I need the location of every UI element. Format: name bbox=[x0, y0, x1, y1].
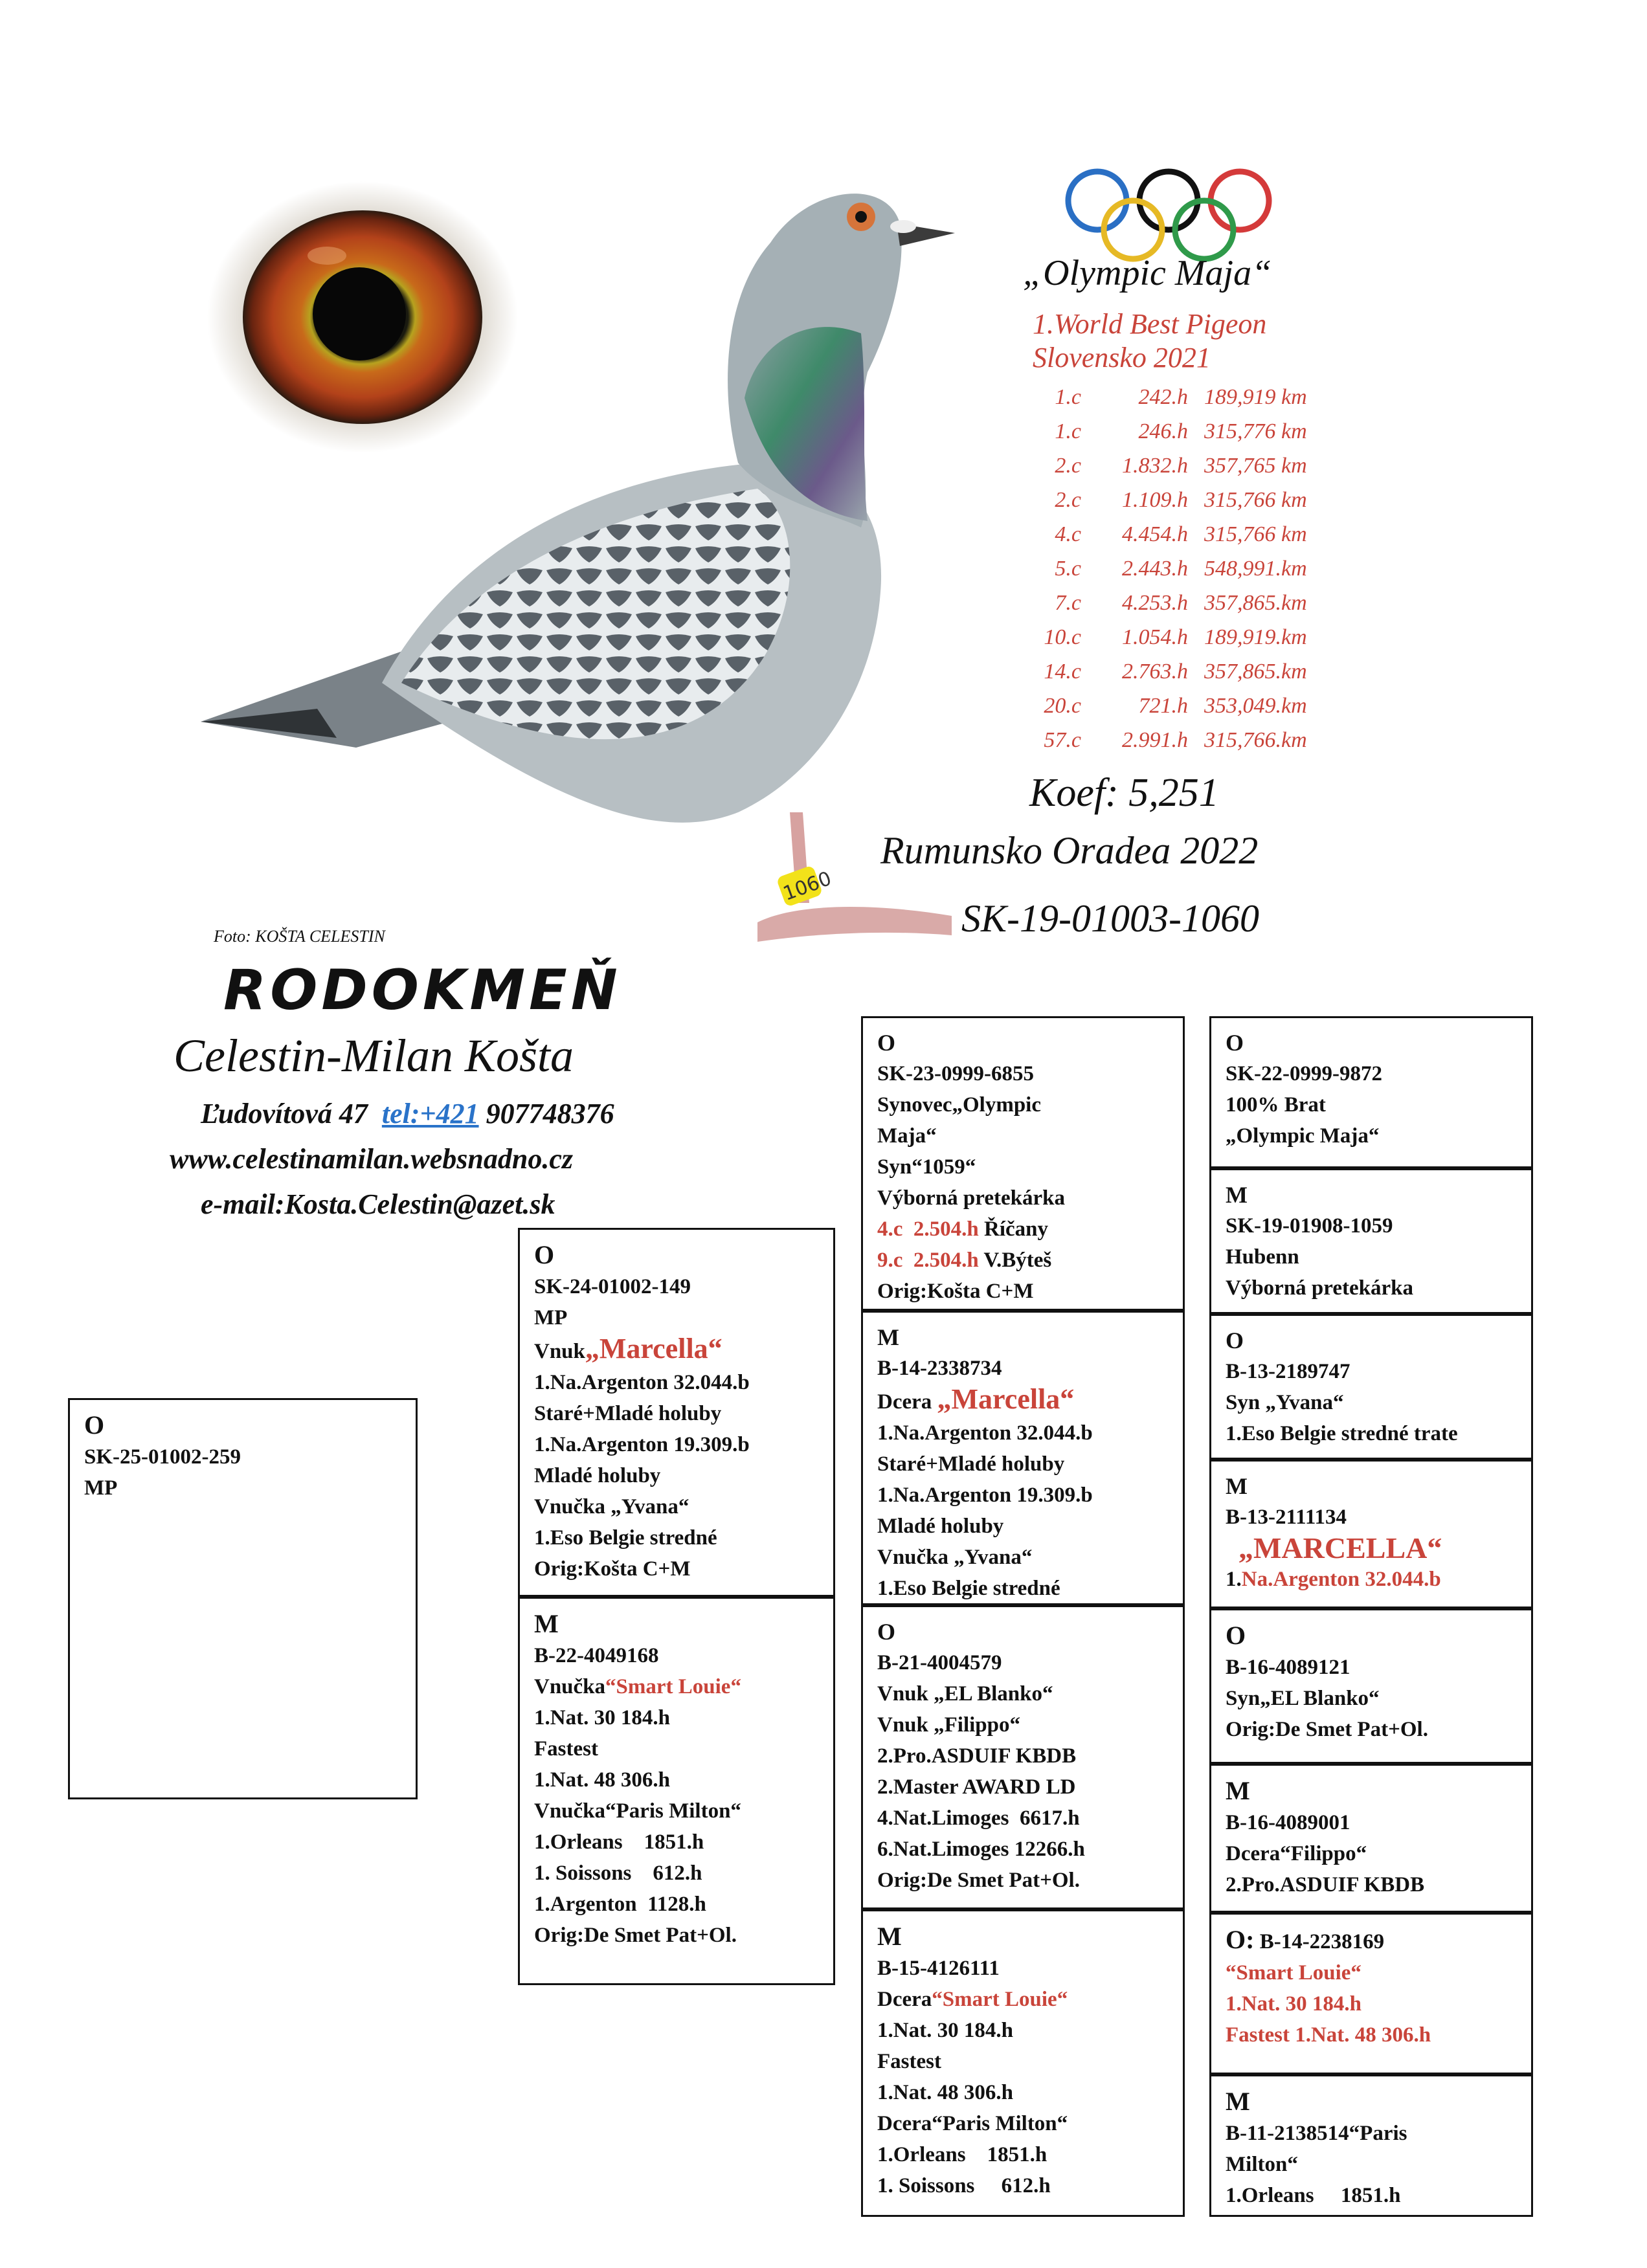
olympic-rings-logo bbox=[1062, 165, 1275, 262]
ring-number: SK-22-0999-9872 bbox=[1226, 1062, 1382, 1085]
note-line: 1.Orleans 1851.h bbox=[534, 1830, 704, 1854]
pigeon-ring-number: SK-19-01003-1060 bbox=[961, 897, 1259, 940]
sex-label: O: bbox=[1226, 1925, 1255, 1954]
owner-email[interactable]: e-mail:Kosta.Celestin@azet.sk bbox=[201, 1188, 555, 1220]
ring-number: SK-24-01002-149 bbox=[534, 1275, 691, 1298]
race-name: Rumunsko Oradea 2022 bbox=[880, 829, 1259, 872]
note-line: 1.Argenton 1128.h bbox=[534, 1893, 706, 1916]
pedigree-box-mother bbox=[518, 1597, 835, 1985]
note-line: 1.Eso Belgie stredné bbox=[877, 1577, 1060, 1600]
note-line: Milton“ bbox=[1226, 2153, 1298, 2176]
note-line: Mladé holuby bbox=[534, 1464, 661, 1487]
note-line: Vnučka „Yvana“ bbox=[534, 1495, 689, 1518]
owner-website[interactable]: www.celestinamilan.websnadno.cz bbox=[170, 1143, 574, 1175]
ring-number: B-16-4089121 bbox=[1226, 1656, 1350, 1679]
note-line: Vnuk „EL Blanko“ bbox=[877, 1682, 1053, 1706]
note-line: Fastest bbox=[534, 1737, 598, 1761]
pedigree-title: RODOKMEŇ bbox=[223, 958, 622, 1023]
pedigree-box-mm bbox=[861, 1909, 1185, 2217]
sex-label: M bbox=[1226, 1776, 1250, 1805]
note-line: 1.Nat. 48 306.h bbox=[877, 2081, 1013, 2104]
note-line: 1.Nat. 30 184.h bbox=[534, 1706, 670, 1729]
note-line: Vnučka „Yvana“ bbox=[877, 1546, 1033, 1569]
sex-label: O bbox=[1226, 1328, 1244, 1353]
note-line: Dcera“Paris Milton“ bbox=[877, 2112, 1068, 2135]
ring-number: SK-25-01002-259 bbox=[84, 1445, 241, 1469]
note-line: Dcera“Filippo“ bbox=[1226, 1842, 1367, 1865]
note-line: Orig:De Smet Pat+Ol. bbox=[877, 1869, 1080, 1892]
note-line: 1.Orleans 1851.h bbox=[877, 2143, 1048, 2166]
sex-label: M bbox=[1226, 1473, 1248, 1499]
note-line: Vnuk „Filippo“ bbox=[877, 1713, 1021, 1737]
pigeon-name: „Olympic Maja“ bbox=[1023, 253, 1272, 293]
note-line: Staré+Mladé holuby bbox=[534, 1402, 722, 1425]
note-line: Syn „Yvana“ bbox=[1226, 1391, 1344, 1414]
ring-number: SK-23-0999-6855 bbox=[877, 1062, 1034, 1085]
note-line: 6.Nat.Limoges 12266.h bbox=[877, 1838, 1085, 1861]
ring-number: B-13-2189747 bbox=[1226, 1360, 1350, 1383]
note-line: Hubenn bbox=[1226, 1245, 1299, 1269]
sex-label: M bbox=[534, 1609, 559, 1638]
pedigree-box-fff bbox=[1209, 1016, 1533, 1168]
sex-label: O bbox=[84, 1410, 105, 1440]
note-line: 1.Na.Argenton 19.309.b bbox=[877, 1484, 1093, 1507]
pedigree-box-mf bbox=[861, 1605, 1185, 1909]
note-line: 2.Pro.ASDUIF KBDB bbox=[877, 1744, 1077, 1768]
pedigree-box-fmf bbox=[1209, 1314, 1533, 1460]
note-line: 1.Nat. 30 184.h bbox=[1226, 1992, 1361, 2016]
sex-label: O bbox=[1226, 1621, 1246, 1650]
note-line: Fastest bbox=[877, 2050, 941, 2073]
note-line: 1.Nat. 30 184.h bbox=[877, 2019, 1013, 2042]
note-line: 4.c 2.504.h Říčany bbox=[877, 1217, 1048, 1241]
award-text bbox=[1033, 307, 1266, 375]
note-line: Dcera „Marcella“ bbox=[877, 1383, 1075, 1415]
sex-label: M bbox=[877, 1324, 899, 1350]
ring-number: B-15-4126111 bbox=[877, 1957, 1000, 1980]
pedigree-box-mmf bbox=[1209, 1913, 1533, 2074]
sex-ring-line bbox=[1226, 1924, 1519, 1957]
note-line: 2.Master AWARD LD bbox=[877, 1775, 1076, 1799]
note-line: Vnuk„Marcella“ bbox=[534, 1333, 723, 1364]
note-line: 1.Na.Argenton 32.044.b bbox=[1226, 1568, 1441, 1591]
note-line: Synovec„Olympic bbox=[877, 1093, 1041, 1117]
note-line: 100% Brat bbox=[1226, 1093, 1326, 1117]
sex-label: O bbox=[877, 1619, 896, 1645]
note-line: 1.Na.Argenton 32.044.b bbox=[877, 1421, 1093, 1445]
note-line: Mladé holuby bbox=[877, 1515, 1004, 1538]
pedigree-box-mff bbox=[1209, 1608, 1533, 1764]
note-line: „Olympic Maja“ bbox=[1226, 1124, 1380, 1148]
note-line: 1.Eso Belgie stredné bbox=[534, 1526, 717, 1550]
ring-number: B-14-2238169 bbox=[1259, 1930, 1385, 1953]
note-line: 1.Na.Argenton 19.309.b bbox=[534, 1433, 750, 1456]
ring-number: B-14-2338734 bbox=[877, 1357, 1002, 1380]
note-line: Staré+Mladé holuby bbox=[877, 1452, 1065, 1476]
pedigree-box-father bbox=[518, 1228, 835, 1597]
pedigree-box-mmm bbox=[1209, 2074, 1533, 2217]
note-line: 1. Soissons 612.h bbox=[877, 2174, 1051, 2197]
note-line: Fastest 1.Nat. 48 306.h bbox=[1226, 2023, 1431, 2047]
sex-label: M bbox=[877, 1922, 902, 1951]
sex-label: M bbox=[1226, 2087, 1250, 2116]
note-line: Orig:Košta C+M bbox=[877, 1280, 1034, 1303]
note-line: Dcera“Smart Louie“ bbox=[877, 1988, 1068, 2011]
note-line: Výborná pretekárka bbox=[877, 1186, 1065, 1210]
note-line: 1.Nat. 48 306.h bbox=[534, 1768, 670, 1792]
note-line: Syn“1059“ bbox=[877, 1155, 976, 1179]
phone-link[interactable]: tel:+421 bbox=[381, 1098, 479, 1129]
ring-number: B-13-2111134 bbox=[1226, 1506, 1347, 1529]
ring-number: SK-19-01908-1059 bbox=[1226, 1214, 1393, 1238]
note-line: Maja“ bbox=[877, 1124, 937, 1148]
note-line: Orig:De Smet Pat+Ol. bbox=[534, 1924, 737, 1947]
pedigree-box-ff bbox=[861, 1016, 1185, 1311]
note-line: Syn„EL Blanko“ bbox=[1226, 1687, 1380, 1710]
photo-credit: Foto: KOŠTA CELESTIN bbox=[214, 927, 385, 946]
pedigree-box-fmm bbox=[1209, 1460, 1533, 1608]
address-text: Ľudovítová 47 bbox=[201, 1098, 368, 1129]
note-line: “Smart Louie“ bbox=[1226, 1961, 1361, 1984]
note-line: Orig:De Smet Pat+Ol. bbox=[1226, 1718, 1428, 1741]
owner-address bbox=[201, 1097, 614, 1130]
note: MP bbox=[84, 1476, 118, 1500]
sex-label: O bbox=[534, 1240, 555, 1269]
award-line-1: 1.World Best Pigeon bbox=[1033, 308, 1267, 340]
pedigree-box-fm bbox=[861, 1311, 1185, 1605]
pedigree-box-ffm bbox=[1209, 1168, 1533, 1314]
note-line: 1.Orleans 1851.h bbox=[1226, 2184, 1401, 2207]
leg-ring-label: 1060 bbox=[780, 867, 835, 906]
ring-number: B-22-4049168 bbox=[534, 1644, 659, 1667]
phone-number: 907748376 bbox=[486, 1098, 614, 1129]
note-line: 4.Nat.Limoges 6617.h bbox=[877, 1807, 1080, 1830]
note-line: Vnučka“Paris Milton“ bbox=[534, 1799, 741, 1823]
ring-number: B-11-2138514“Paris bbox=[1226, 2122, 1407, 2145]
note-line: Výborná pretekárka bbox=[1226, 1276, 1413, 1300]
pedigree-box-mfm bbox=[1209, 1764, 1533, 1913]
note-line: Vnučka“Smart Louie“ bbox=[534, 1675, 741, 1698]
ring-number: B-21-4004579 bbox=[877, 1651, 1002, 1674]
note-line: „MARCELLA“ bbox=[1238, 1531, 1442, 1564]
sex-label: O bbox=[877, 1030, 896, 1056]
note-line: 1.Na.Argenton 32.044.b bbox=[534, 1371, 750, 1394]
note-line: MP bbox=[534, 1306, 568, 1329]
award-line-2: Slovensko 2021 bbox=[1033, 342, 1211, 373]
sex-label: M bbox=[1226, 1182, 1248, 1208]
koef-value: Koef: 5,251 bbox=[1029, 771, 1219, 815]
pedigree-box-subject bbox=[68, 1398, 418, 1799]
note-line: 1. Soissons 612.h bbox=[534, 1862, 702, 1885]
ring-number: B-16-4089001 bbox=[1226, 1811, 1350, 1834]
note-line: 9.c 2.504.h V.Býteš bbox=[877, 1249, 1052, 1272]
owner-name: Celestin-Milan Košta bbox=[174, 1030, 574, 1082]
note-line: Orig:Košta C+M bbox=[534, 1557, 691, 1581]
sex-label: O bbox=[1226, 1030, 1244, 1056]
note-line: 2.Pro.ASDUIF KBDB bbox=[1226, 1873, 1425, 1896]
note-line: 1.Eso Belgie stredné trate bbox=[1226, 1422, 1458, 1445]
